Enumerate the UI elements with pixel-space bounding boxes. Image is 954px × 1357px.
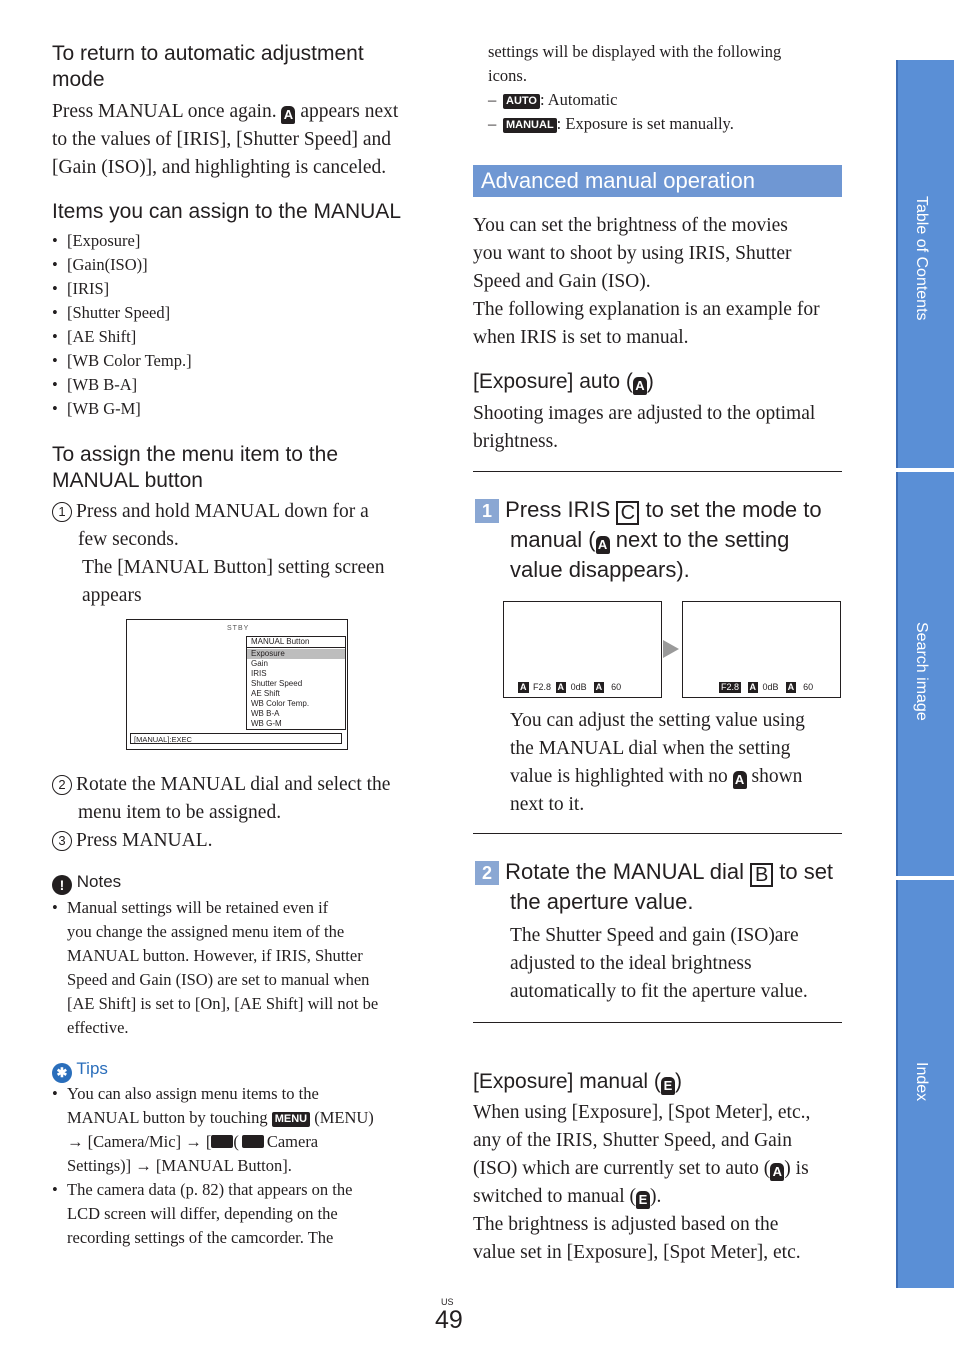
setting-menu-item[interactable]: IRIS <box>251 669 267 678</box>
step-1-body: You can adjust the setting value using the MANUAL dial when the setting value is highlighted with no A shown next to it. <box>510 710 805 815</box>
list-item: • [Shutter Speed] <box>52 301 432 325</box>
auto-a-icon: A <box>595 682 603 692</box>
manual-e-icon: E <box>636 1191 650 1209</box>
heading-return-auto: To return to automatic adjustment mode <box>52 42 364 91</box>
auto-a-icon: A <box>520 682 527 692</box>
tab-label: Search image <box>913 622 930 721</box>
menu-button-icon[interactable]: MENU <box>272 1112 310 1127</box>
heading-assignable-items: Items you can assign to the MANUAL <box>52 200 401 223</box>
list-item: • [WB G-M] <box>52 397 432 421</box>
manual-badge-icon: MANUAL <box>503 118 557 133</box>
auto-a-icon: A <box>787 682 795 692</box>
list-item: • [Gain(ISO)] <box>52 253 432 277</box>
list-item: • [IRIS] <box>52 277 432 301</box>
setting-menu-item[interactable]: Gain <box>251 659 268 668</box>
manual-e-icon: E <box>661 1077 675 1095</box>
region-label: US <box>441 1297 454 1307</box>
auto-badge-icon: AUTO <box>503 94 540 109</box>
list-item: • [WB B-A] <box>52 373 432 397</box>
tips-heading: ✱ Tips <box>52 1058 108 1083</box>
step-1-heading: 1 Press IRIS C to set the mode to manual ( A next to the setting value disappears). <box>475 495 845 584</box>
notes-list <box>52 896 422 1040</box>
setting-menu-item[interactable]: Shutter Speed <box>251 679 303 688</box>
auto-a-icon: A <box>596 536 610 554</box>
lcd-status-bar: F2.8 A 0dB A 60 <box>721 682 814 692</box>
heading-assign-menu-item: To assign the menu item to the MANUAL button <box>52 443 338 492</box>
step-number-2-icon: 2 <box>52 775 72 795</box>
auto-a-icon: A <box>770 1163 784 1181</box>
step-2-number: 2 <box>475 861 499 885</box>
heading-exposure-auto: [Exposure] auto ( A ) <box>473 370 654 393</box>
advanced-intro: You can set the brightness of the movies you want to shoot by using IRIS, Shutter Speed and Gain (ISO). The following explanation is an example for when IRIS is set to manual. <box>473 215 820 348</box>
arrow-right-icon <box>663 640 679 658</box>
note-item: • Manual settings will be retained even if you change the assigned menu item of the MANUAL button. However, if IRIS, Shutter Speed and Gain (ISO) are set to manual when [AE Shift] is set to [On], [AE Shift] will not be effective. <box>52 896 422 1040</box>
setting-menu-title: MANUAL Button <box>247 637 345 648</box>
exposure-auto-body: Shooting images are adjusted to the optimal brightness. <box>473 403 816 452</box>
iris-key-c-icon: C <box>616 501 639 525</box>
auto-a-icon: A <box>633 377 647 395</box>
step-1-number: 1 <box>475 499 499 523</box>
dial-key-b-icon: B <box>750 863 773 887</box>
camera-settings-icon <box>242 1135 264 1148</box>
lcd-status-bar: A F2.8 A 0dB A 60 <box>520 682 622 692</box>
setting-menu-item[interactable]: AE Shift <box>251 689 280 698</box>
section-title-advanced-manual: Advanced manual operation <box>473 165 842 197</box>
manual-button-setting-screen <box>126 619 348 750</box>
auto-a-icon: A <box>557 682 565 692</box>
tab-label: Table of Contents <box>913 196 930 321</box>
auto-a-icon: A <box>749 682 757 692</box>
tab-table-of-contents[interactable] <box>896 60 954 468</box>
divider <box>473 833 842 834</box>
setting-menu <box>246 636 346 730</box>
step-2-heading: 2 Rotate the MANUAL dial B to set the aperture value. <box>475 857 845 917</box>
tip-item: • You can also assign menu items to the MANUAL button by touching MENU (MENU) → [Camera/Mic] → [ ( Camera Settings)] → [MANUAL Button]. <box>52 1082 422 1178</box>
setting-menu-item[interactable]: WB G-M <box>251 719 282 728</box>
screen-footer-exec: [MANUAL]:EXEC <box>130 733 342 744</box>
iris-value-highlighted: F2.8 <box>721 682 740 692</box>
exposure-manual-body: When using [Exposure], [Spot Meter], etc., any of the IRIS, Shutter Speed, and Gain (ISO) which are currently set to auto ( A ) is switched to manual ( E ). The brightness is adjusted based on the value set in [Exposure], [Spot Meter], etc. <box>473 1102 811 1263</box>
return-auto-paragraph: Press MANUAL once again. A appears next to the values of [IRIS], [Shutter Speed] and [Gain (ISO)], and highlighting is canceled. <box>52 101 399 178</box>
tips-list <box>52 1082 422 1250</box>
lcd-before <box>503 601 662 698</box>
tab-search-image[interactable] <box>896 472 954 876</box>
divider <box>473 471 842 472</box>
tip-item: • The camera data (p. 82) that appears on the LCD screen will differ, depending on the recording settings of the camcorder. The <box>52 1178 422 1250</box>
assign-step-1: 1 Press and hold MANUAL down for a few seconds. The [MANUAL Button] setting screen appears <box>52 498 432 610</box>
auto-a-icon: A <box>733 771 747 789</box>
page-number: 49 <box>435 1306 463 1334</box>
setting-menu-item-selected[interactable]: Exposure <box>247 649 345 659</box>
step-number-1-icon: 1 <box>52 502 72 522</box>
icons-continuation: settings will be displayed with the following icons. – AUTO : Automatic – MANUAL : Exposure is set manually. <box>488 42 782 133</box>
setting-menu-item[interactable]: WB B-A <box>251 709 280 718</box>
camera-icon <box>211 1135 233 1148</box>
step-number-3-icon: 3 <box>52 831 72 851</box>
auto-a-icon: A <box>281 106 295 124</box>
divider <box>473 1022 842 1023</box>
heading-exposure-manual: [Exposure] manual ( E ) <box>473 1070 682 1093</box>
lcd-after <box>682 601 841 698</box>
stby-indicator: STBY <box>227 625 250 632</box>
notes-heading: ! Notes <box>52 871 121 895</box>
tab-label: Index <box>913 1062 930 1102</box>
tab-index[interactable] <box>896 880 954 1288</box>
assignable-items-list <box>52 229 432 421</box>
setting-menu-item[interactable]: WB Color Temp. <box>251 699 310 708</box>
list-item: • [Exposure] <box>52 229 432 253</box>
lightbulb-icon: ✱ <box>52 1063 72 1083</box>
notes-icon: ! <box>52 875 72 895</box>
list-item: • [WB Color Temp.] <box>52 349 432 373</box>
step-2-body: The Shutter Speed and gain (ISO)are adjusted to the ideal brightness automatically to fit the aperture value. <box>510 925 808 1002</box>
assign-step-2-3: 2 Rotate the MANUAL dial and select the menu item to be assigned. 3 Press MANUAL. <box>52 771 432 855</box>
list-item: • [AE Shift] <box>52 325 432 349</box>
